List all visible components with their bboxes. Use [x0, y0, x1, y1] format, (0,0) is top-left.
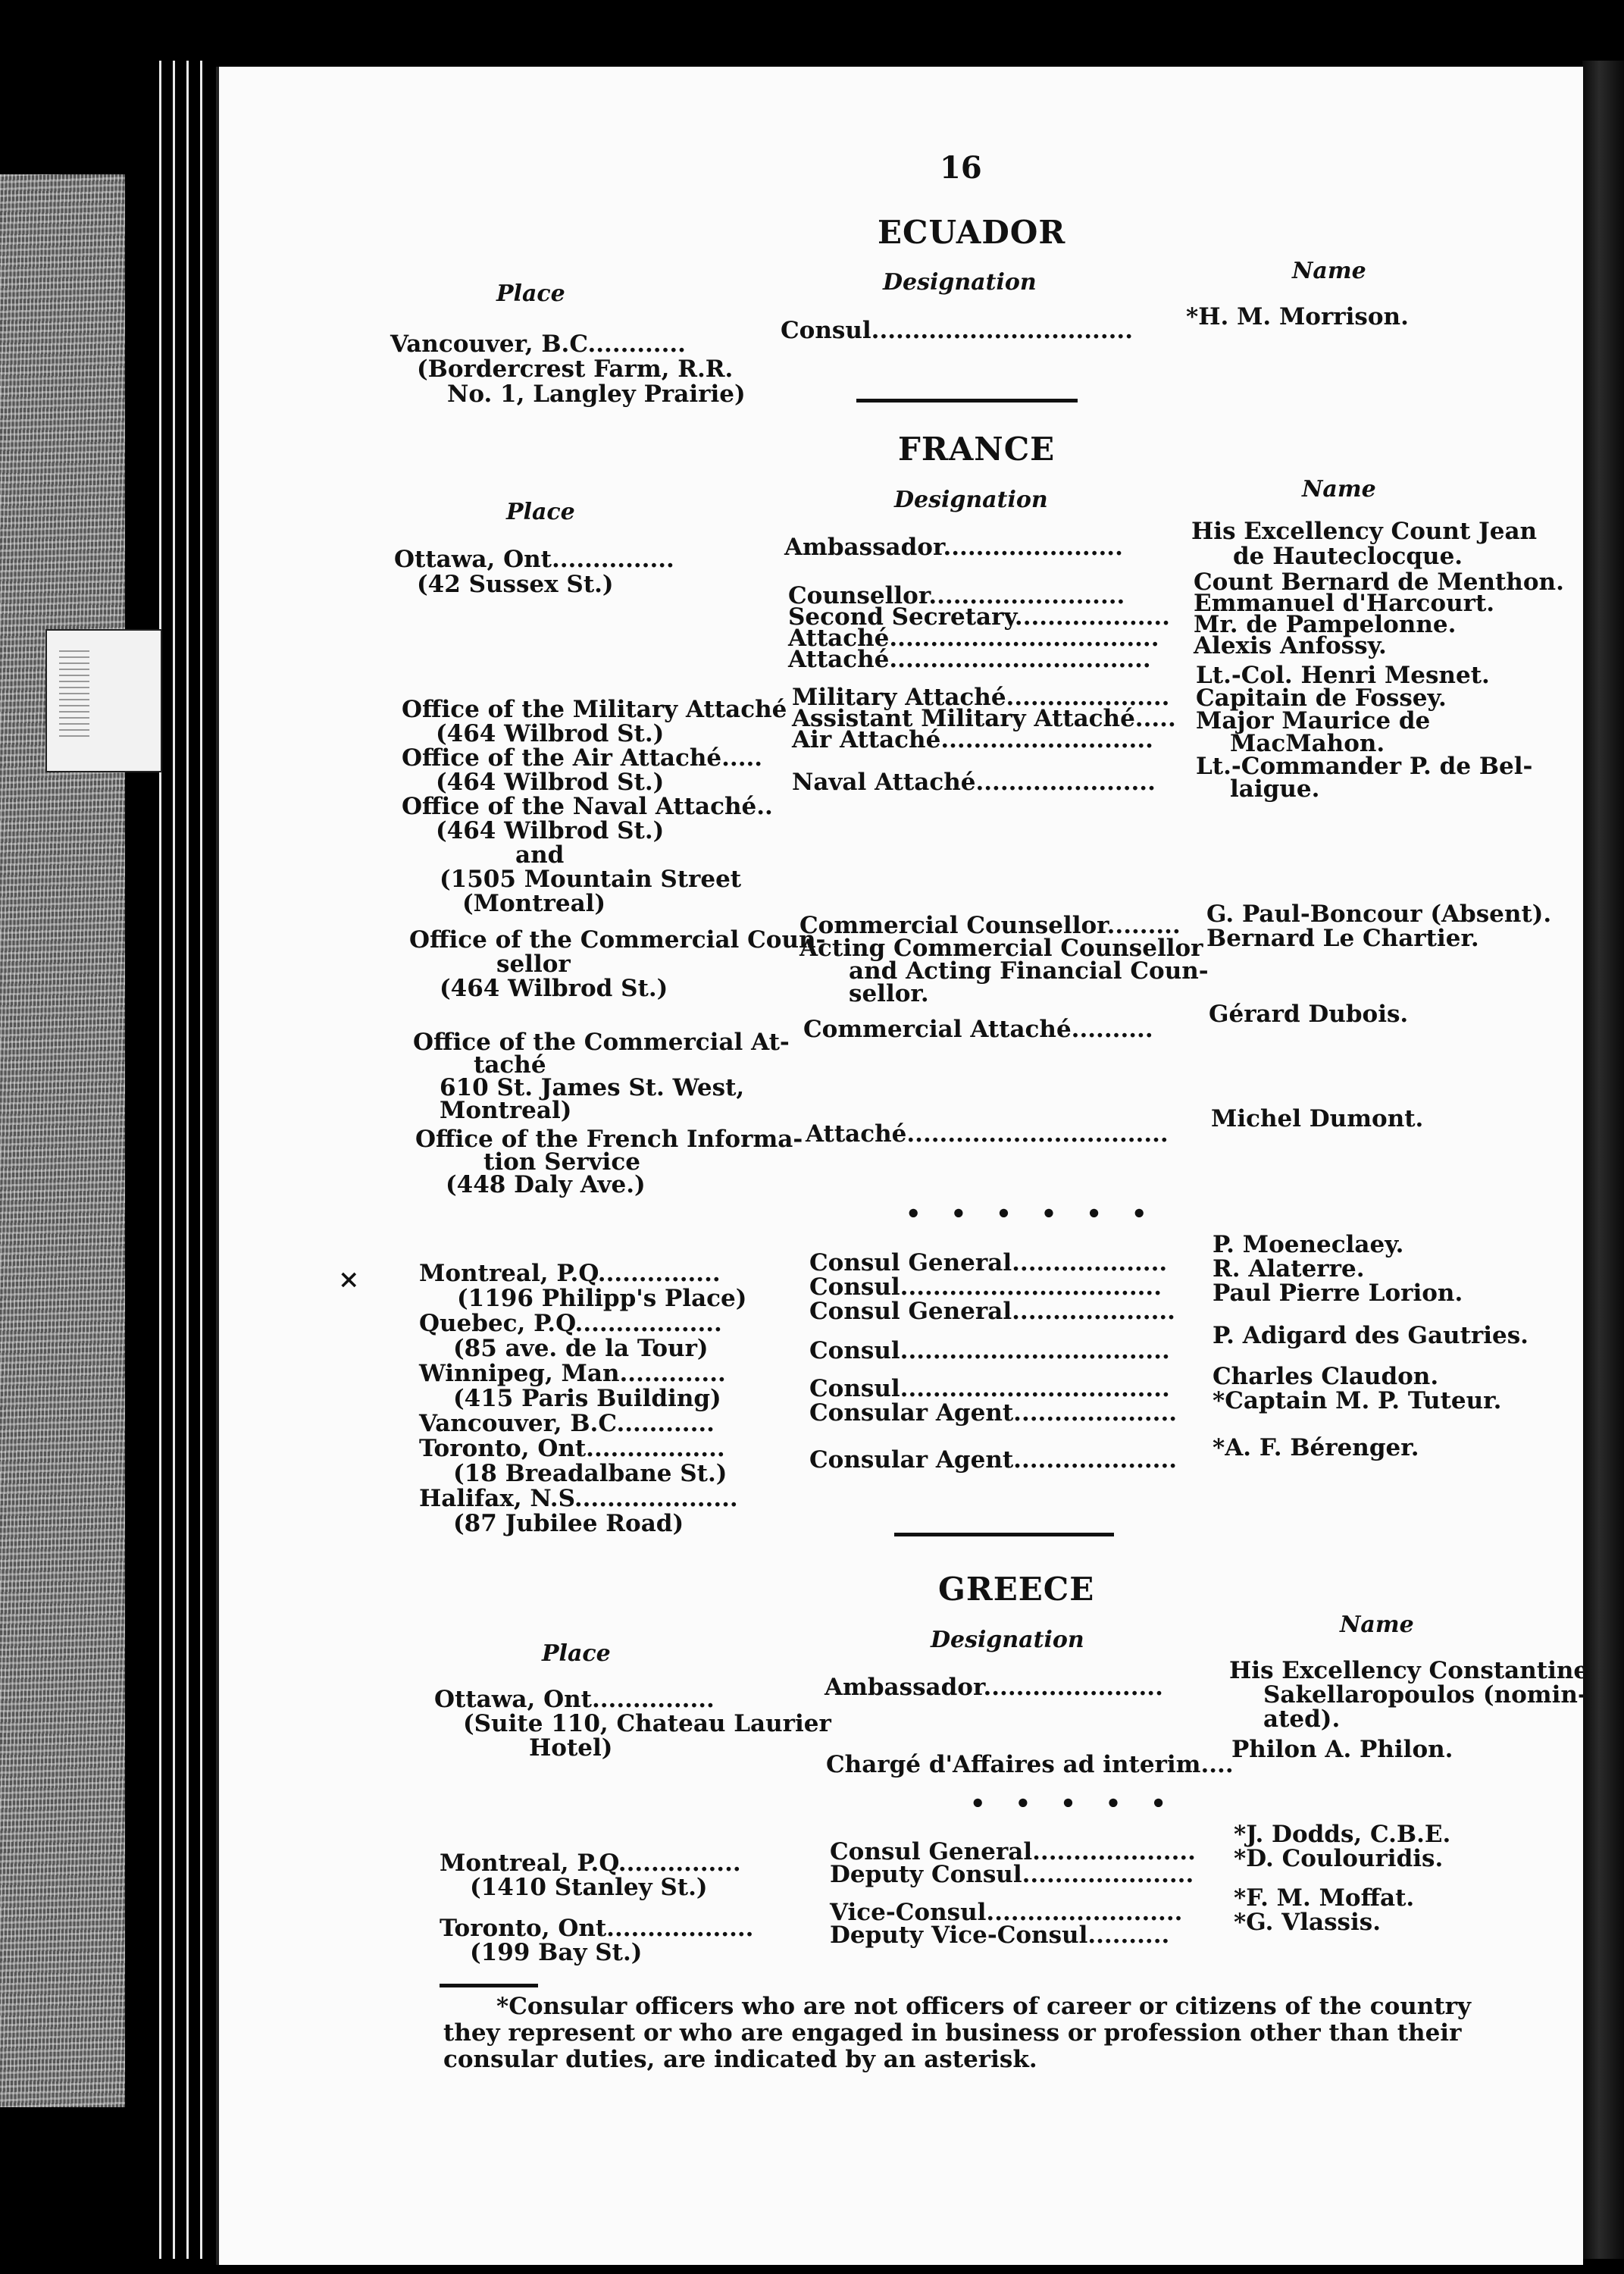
place-line: (1505 Mountain Street: [440, 866, 742, 893]
ecuador-name: [1186, 305, 1409, 330]
place-line: Office of the Military Attaché: [402, 696, 787, 723]
name-line: Michel Dumont.: [1211, 1105, 1424, 1132]
place-line: (Montreal): [462, 890, 606, 917]
france-consular-names: [1213, 1233, 1529, 1460]
place-line: 610 St. James St. West,: [440, 1074, 745, 1101]
name-line: Major Maurice de: [1196, 707, 1431, 735]
designation-line: Acting Commercial Counsellor: [799, 935, 1203, 962]
place-line: Winnipeg, Man.............: [419, 1360, 726, 1387]
place-line: sellor: [496, 951, 571, 978]
france-name-ambassador: [1191, 519, 1537, 569]
name-line: de Hauteclocque.: [1233, 543, 1463, 570]
greece-designation-ambassador: [825, 1675, 1163, 1700]
place-line: Montreal): [440, 1097, 572, 1124]
col-head-designation: Designation: [894, 487, 1048, 513]
greece-consular-places: [440, 1851, 753, 1965]
designation-line: Attaché................................: [806, 1120, 1169, 1148]
designation-line: Ambassador......................: [784, 534, 1123, 561]
page-tab: [45, 629, 162, 772]
place-line: (199 Bay St.): [470, 1939, 643, 1966]
page-number: 16: [940, 150, 982, 186]
place-line: Montreal, P.Q...............: [440, 1850, 741, 1877]
place-line: and: [515, 841, 565, 869]
name-line: Alexis Anfossy.: [1194, 632, 1387, 659]
col-head-name: Name: [1340, 1612, 1414, 1638]
france-consular-designations: [809, 1251, 1177, 1472]
place-line: (464 Wilbrod St.): [436, 769, 665, 796]
designation-line: Counsellor........................: [788, 582, 1125, 609]
france-name-commercial-attache: [1209, 1002, 1408, 1027]
designation-line: Deputy Vice-Consul..........: [830, 1922, 1170, 1949]
section-title-ecuador: ECUADOR: [878, 214, 1066, 251]
place-line: (1196 Philipp's Place): [457, 1285, 747, 1312]
name-line: Mr. de Pampelonne.: [1194, 611, 1457, 638]
name-line: Lt.-Col. Henri Mesnet.: [1196, 662, 1490, 689]
place-line: Office of the Naval Attaché..: [402, 793, 773, 820]
place-line: taché: [474, 1051, 546, 1079]
place-line: No. 1, Langley Prairie): [447, 381, 746, 408]
name-line: Sakellaropoulos (nomin-: [1263, 1681, 1588, 1709]
france-place-ottawa: [394, 547, 674, 597]
designation-line: Assistant Military Attaché.....: [792, 705, 1176, 732]
designation-line: Second Secretary...................: [788, 603, 1170, 631]
name-line: *H. M. Morrison.: [1186, 303, 1409, 330]
binding-edge: [1582, 61, 1624, 2259]
designation-line: Attaché.................................: [788, 625, 1159, 652]
separator-dots: • • • • •: [970, 1789, 1177, 1818]
designation-line: Consul General...................: [809, 1249, 1168, 1276]
place-line: Vancouver, B.C............: [419, 1410, 715, 1437]
name-line: R. Alaterre.: [1213, 1255, 1365, 1283]
name-line: laigue.: [1230, 775, 1320, 803]
place-line: Montreal, P.Q...............: [419, 1260, 721, 1287]
page-edge-line: [200, 61, 202, 2259]
place-line: (87 Jubilee Road): [453, 1510, 684, 1537]
name-line: *Captain M. P. Tuteur.: [1213, 1387, 1502, 1414]
col-head-designation: Designation: [931, 1627, 1084, 1653]
designation-line: Naval Attaché......................: [792, 769, 1156, 796]
name-line: Gérard Dubois.: [1209, 1001, 1409, 1028]
france-designations-attaches: [792, 684, 1176, 796]
place-line: tion Service: [483, 1148, 640, 1176]
greece-consular-names: [1234, 1822, 1450, 1934]
name-line: Count Bernard de Menthon.: [1194, 568, 1564, 596]
france-place-attaches: [402, 697, 787, 916]
name-line: Capitain de Fossey.: [1196, 684, 1447, 712]
designation-line: Consul................................: [809, 1273, 1162, 1301]
place-line: (415 Paris Building): [453, 1385, 721, 1412]
name-line: Charles Claudon.: [1213, 1363, 1439, 1390]
designation-line: Consular Agent....................: [809, 1446, 1178, 1474]
france-name-information: [1211, 1107, 1423, 1132]
france-names-staff: [1194, 568, 1564, 659]
france-designations-staff: [788, 582, 1170, 673]
footnote-rule: [440, 1984, 538, 1987]
name-line: Emmanuel d'Harcourt.: [1194, 590, 1495, 617]
designation-line: Chargé d'Affaires ad interim....: [826, 1751, 1234, 1778]
place-line: Ottawa, Ont...............: [394, 546, 674, 573]
col-head-name: Name: [1292, 258, 1366, 284]
ecuador-place: [390, 332, 746, 407]
name-line: *F. M. Moffat.: [1234, 1884, 1415, 1912]
name-line: *G. Vlassis.: [1234, 1909, 1381, 1936]
name-line: Bernard Le Chartier.: [1206, 925, 1479, 952]
name-line: MacMahon.: [1230, 730, 1385, 757]
name-line: *D. Coulouridis.: [1234, 1845, 1444, 1872]
name-line: P. Moeneclaey.: [1213, 1231, 1404, 1258]
margin-mark: ×: [338, 1264, 360, 1295]
place-line: (Suite 110, Chateau Laurier: [463, 1710, 831, 1737]
greece-designation-charge: [826, 1752, 1234, 1778]
france-names-commercial: [1206, 902, 1551, 951]
designation-line: Consul General....................: [830, 1838, 1196, 1865]
name-line: Paul Pierre Lorion.: [1213, 1280, 1463, 1307]
place-line: Office of the Commercial At-: [413, 1029, 790, 1056]
greece-consular-designations: [830, 1840, 1196, 1947]
section-title-france: FRANCE: [898, 431, 1056, 468]
col-head-place: Place: [506, 499, 575, 525]
designation-line: Consul.................................: [809, 1375, 1170, 1402]
col-head-place: Place: [496, 280, 565, 307]
name-line: Philon A. Philon.: [1231, 1736, 1453, 1763]
name-line: His Excellency Count Jean: [1191, 518, 1538, 545]
designation-line: Consul.................................: [809, 1337, 1170, 1364]
france-designation-ambassador: [784, 535, 1123, 560]
france-designations-commercial: [799, 914, 1209, 1005]
tab-label-mark: [59, 646, 89, 737]
section-title-greece: GREECE: [938, 1571, 1095, 1608]
section-rule: [894, 1533, 1114, 1536]
designation-line: Attaché................................: [788, 646, 1151, 673]
place-line: Office of the Commercial Coun-: [409, 926, 826, 954]
name-line: His Excellency Constantine: [1229, 1657, 1589, 1684]
separator-dots: • • • • • •: [906, 1199, 1158, 1228]
place-line: (18 Breadalbane St.): [453, 1460, 728, 1487]
place-line: (448 Daly Ave.): [446, 1171, 646, 1198]
place-line: (1410 Stanley St.): [470, 1874, 708, 1901]
greece-name-ambassador: [1229, 1659, 1588, 1731]
name-line: *A. F. Bérenger.: [1213, 1434, 1419, 1461]
place-line: (464 Wilbrod St.): [436, 817, 665, 844]
page-edge-line: [186, 61, 189, 2259]
designation-line: Air Attaché..........................: [792, 726, 1153, 753]
designation-line: Vice-Consul........................: [830, 1899, 1183, 1926]
france-designation-commercial-attache: [803, 1017, 1153, 1042]
col-head-designation: Designation: [883, 269, 1037, 296]
designation-line: Ambassador......................: [825, 1674, 1163, 1701]
col-head-place: Place: [542, 1640, 611, 1667]
footnote: *Consular officers who are not officers of career or citizens of the country they represent or who are engaged in business or profession other than their consular duties, are indicated by an asterisk.: [443, 1993, 1471, 2073]
greece-name-charge: [1231, 1737, 1453, 1762]
designation-line: Deputy Consul.....................: [830, 1861, 1194, 1888]
place-line: Halifax, N.S....................: [419, 1485, 738, 1512]
france-place-commercial: [409, 928, 825, 1001]
designation-line: and Acting Financial Coun-: [849, 957, 1209, 985]
name-line: *J. Dodds, C.B.E.: [1234, 1821, 1451, 1848]
page-stack-edge: [0, 174, 125, 2107]
designation-line: Consul................................: [781, 317, 1134, 344]
place-line: Toronto, Ont..................: [440, 1915, 754, 1942]
place-line: Ottawa, Ont...............: [434, 1686, 715, 1713]
greece-place-ottawa: [434, 1687, 831, 1760]
name-line: ated).: [1263, 1706, 1341, 1733]
designation-line: sellor.: [849, 980, 929, 1007]
place-line: Office of the Air Attaché.....: [402, 744, 763, 772]
designation-line: Military Attaché....................: [792, 684, 1170, 711]
place-line: Vancouver, B.C............: [390, 330, 686, 358]
place-line: (Bordercrest Farm, R.R.: [417, 356, 734, 383]
section-rule: [856, 399, 1078, 402]
place-line: (85 ave. de la Tour): [453, 1335, 709, 1362]
name-line: G. Paul-Boncour (Absent).: [1206, 901, 1552, 928]
france-names-attaches: [1196, 662, 1533, 803]
france-designation-information: [806, 1122, 1169, 1147]
place-line: (464 Wilbrod St.): [436, 720, 665, 747]
france-place-information: [415, 1128, 803, 1196]
place-line: Office of the French Informa-: [415, 1126, 803, 1153]
place-line: Toronto, Ont.................: [419, 1435, 725, 1462]
ecuador-designation: [781, 318, 1133, 343]
place-line: (42 Sussex St.): [417, 571, 614, 598]
page-edge-line: [159, 61, 161, 2259]
designation-line: Commercial Counsellor.........: [799, 912, 1181, 939]
place-line: Hotel): [529, 1734, 613, 1762]
col-head-name: Name: [1302, 476, 1376, 503]
designation-line: Consul General....................: [809, 1298, 1175, 1325]
name-line: Lt.-Commander P. de Bel-: [1196, 753, 1533, 780]
place-line: (464 Wilbrod St.): [440, 975, 668, 1002]
france-consular-places: [419, 1261, 746, 1536]
place-line: Quebec, P.Q..................: [419, 1310, 722, 1337]
france-place-commercial-attache: [413, 1031, 790, 1122]
name-line: P. Adigard des Gautries.: [1213, 1322, 1529, 1349]
designation-line: Consular Agent....................: [809, 1399, 1178, 1427]
designation-line: Commercial Attaché..........: [803, 1016, 1153, 1043]
page-edge-line: [173, 61, 175, 2259]
